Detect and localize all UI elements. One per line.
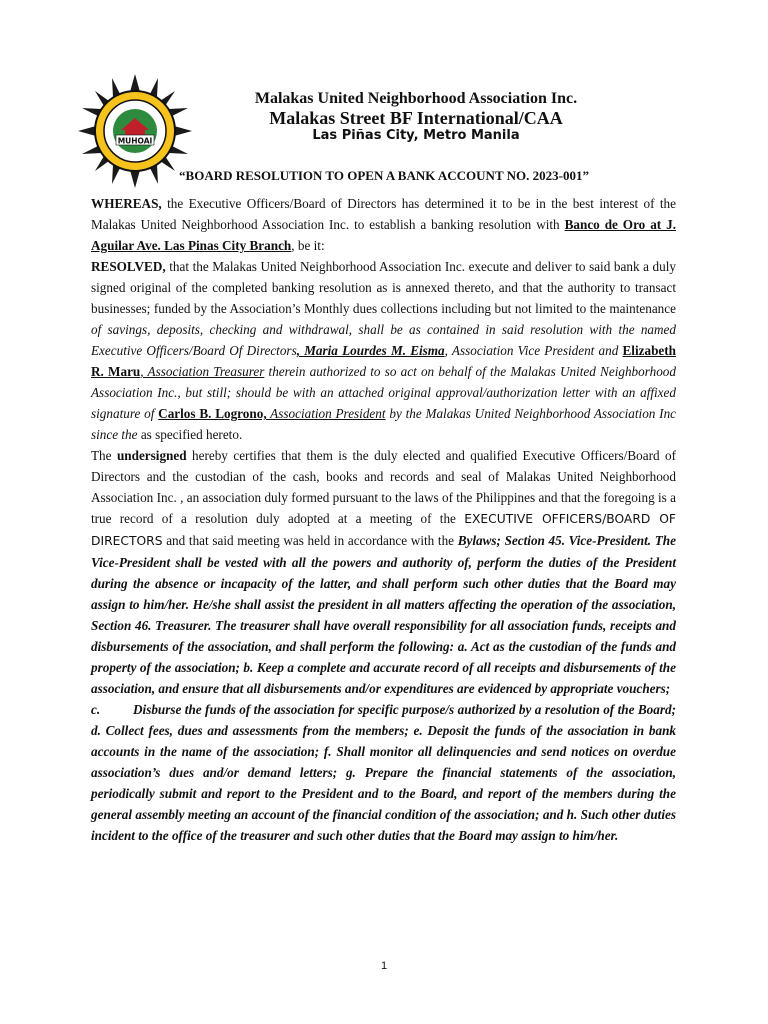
- org-name: Malakas United Neighborhood Association Inc.: [254, 90, 578, 107]
- cert-text-start: The: [91, 448, 117, 463]
- executive-officers-caps: EXECUTIVE OFFICERS/BOARD OF DIRECTORS: [91, 512, 676, 548]
- vice-president-name: , Maria Lourdes M. Eisma: [296, 343, 445, 358]
- resolved-italic-1: of savings, deposits, checking and withdrawal, shall be as contained in said resolution with the named Executive Officers/Board Of Directors: [91, 322, 676, 358]
- bylaws-continuation-text: Disburse the funds of the association for specific purpose/s authorized by a resolution of the Board; d. Collect fees, dues and assessments from the members; e. Deposit the funds of the association in bank accounts in the name of the association; f. Shall monitor all delinquencies and send notices on overdue association’s dues and/or demand letters; g. Prepare the financial statements of the association, periodically submit and report to the President and to the Board, and report of the members during the general assembly meeting an account of the financial condition of the association; and h. Such other duties incident to the office of the treasurer and such other duties that the Board may assign to him/her.: [91, 702, 676, 843]
- whereas-text-end: , be it:: [291, 238, 325, 253]
- cert-text: hereby certifies that them is the duly elected and qualified Executive Officers/Board of Directors and the custodian of the cash, books and records and seal of Malakas United Neighborhood Association Inc. , an association duly formed pursuant to the laws of the Philippines and that the foregoing is a true record of a resolution duly adopted at a meeting of the: [91, 448, 676, 526]
- whereas-label: WHEREAS,: [91, 196, 162, 211]
- resolved-paragraph: [91, 256, 676, 445]
- bank-name: Banco de Oro at J. Aguilar Ave. Las Pinas City Branch: [91, 217, 677, 253]
- resolved-italic-6: by the Malakas United Neighborhood Association Inc since the: [91, 406, 677, 442]
- bylaws-reference: Bylaws; Section 45. Vice-President.: [457, 533, 652, 548]
- treasurer-title: , Association Treasurer: [140, 364, 265, 379]
- president-title: Association President: [266, 406, 386, 421]
- resolved-italic-2: , Association Vice President and: [444, 343, 623, 358]
- resolution-body: [91, 193, 676, 846]
- whereas-paragraph: [91, 193, 676, 256]
- resolved-label: RESOLVED,: [91, 259, 166, 274]
- page-number: 1: [380, 960, 388, 972]
- whereas-text: the Executive Officers/Board of Directors has determined it to be in the best interest of the Malakas United Neighborhood Association Inc. to establish a banking resolution with: [91, 196, 676, 232]
- treasurer-name: Elizabeth R. Maru: [91, 343, 676, 379]
- cert-text-2: and that said meeting was held in accordance with the: [162, 533, 458, 548]
- seal-text: MUHOAI: [117, 136, 153, 146]
- bylaws-continuation-paragraph: [91, 699, 676, 846]
- resolved-text-end: as specified hereto.: [140, 427, 243, 442]
- certification-paragraph: [91, 445, 676, 699]
- item-c-label: c.: [91, 702, 101, 717]
- resolved-text: that the Malakas United Neighborhood Association Inc. execute and deliver to said bank a duly signed original of the completed banking resolution as is annexed thereto, and that the authority to transact businesses; funded by the Association’s Monthly dues collections including but not limited to the maintenance: [91, 259, 676, 316]
- org-address: Malakas Street BF International/CAA: [269, 108, 563, 128]
- president-name: Carlos B. Logrono,: [158, 406, 267, 421]
- undersigned-label: undersigned: [116, 448, 187, 463]
- resolution-title: “BOARD RESOLUTION TO OPEN A BANK ACCOUNT NO. 2023-001”: [179, 168, 589, 183]
- bylaws-text: The Vice-President shall be vested with all the powers and authority of, perform the duties of the President during the absence or incapacity of the latter, and shall perform such other duties that the Board may assign to him/her. He/she shall assist the president in all matters affecting the operation of the association, Section 46. Treasurer. The treasurer shall have overall responsibility for all association funds, receipts and disbursements of the association, and shall perform the following: a. Act as the custodian of the funds and property of the association; b. Keep a complete and accurate record of all receipts and disbursements of the association, and ensure that all disbursements and/or expenditures are evidenced by appropriate vouchers;: [91, 533, 676, 696]
- org-city: Las Piñas City, Metro Manila: [312, 128, 520, 143]
- resolved-italic-4: therein authorized to so act on behalf of the Malakas United Neighborhood Association Inc., but still; should be with an attached original approval/authorization letter with an affixed signature of: [91, 364, 676, 421]
